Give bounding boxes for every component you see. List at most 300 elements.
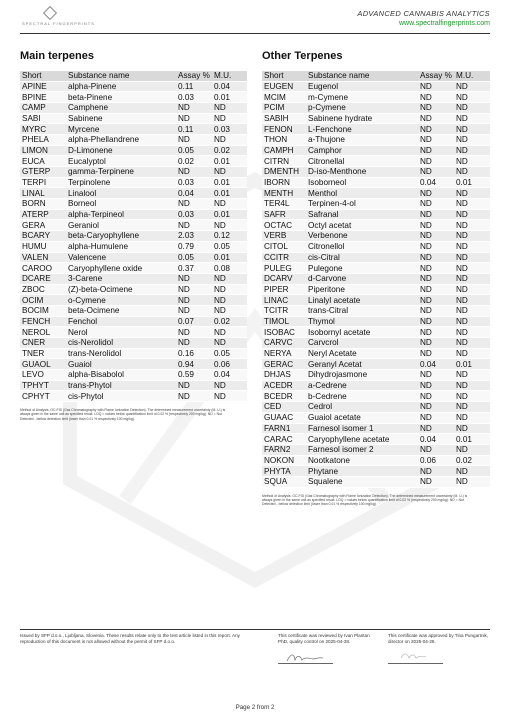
column-header-assay: Assay % (176, 71, 212, 81)
cell-mu: 0.01 (212, 252, 247, 263)
cell-mu: ND (454, 220, 490, 231)
table-row (262, 295, 490, 306)
cell-mu: ND (212, 199, 247, 210)
cell-assay: ND (418, 241, 454, 252)
cell-short: SQUA (262, 476, 306, 487)
cell-short: SABI (20, 113, 66, 124)
column-header-substance: Substance name (66, 71, 176, 81)
cell-mu: ND (454, 338, 490, 349)
cell-short: IBORN (262, 177, 306, 188)
cell-assay: 0.11 (176, 124, 212, 135)
table-row (262, 177, 490, 188)
cell-mu: ND (212, 113, 247, 124)
cell-substance: m-Cymene (306, 92, 418, 103)
cell-mu: ND (454, 241, 490, 252)
cell-assay: 0.03 (176, 92, 212, 103)
cell-substance: Terpinolene (66, 177, 176, 188)
cell-mu: ND (212, 134, 247, 145)
cell-mu: ND (454, 102, 490, 113)
cell-short: FENON (262, 124, 306, 135)
table-row (20, 273, 247, 284)
cell-assay: ND (418, 348, 454, 359)
other-terpenes-table (262, 71, 490, 488)
cell-short: HUMU (20, 241, 66, 252)
cell-substance: Citronellol (306, 241, 418, 252)
cell-short: TNER (20, 348, 66, 359)
cell-substance: Eucalyptol (66, 156, 176, 167)
cell-substance: Cedrol (306, 402, 418, 413)
cell-short: CCITR (262, 252, 306, 263)
cell-mu: ND (212, 284, 247, 295)
cell-substance: beta-Ocimene (66, 305, 176, 316)
table-row (262, 423, 490, 434)
cell-assay: ND (418, 81, 454, 92)
header-divider (20, 33, 490, 34)
cell-substance: beta-Caryophyllene (66, 231, 176, 242)
table-header-row (20, 71, 247, 81)
cell-short: NERYA (262, 348, 306, 359)
cell-mu: 0.01 (212, 156, 247, 167)
cell-short: BORN (20, 199, 66, 210)
cell-substance: Octyl acetat (306, 220, 418, 231)
column-header-substance: Substance name (306, 71, 418, 81)
table-header-row (262, 71, 490, 81)
cell-short: BCEDR (262, 391, 306, 402)
cell-mu: ND (212, 102, 247, 113)
cell-short: SAFR (262, 209, 306, 220)
cell-mu: ND (212, 391, 247, 402)
table-row (20, 252, 247, 263)
cell-mu: ND (212, 167, 247, 178)
cell-substance: b-Cedrene (306, 391, 418, 402)
cell-substance: alpha-Phellandrene (66, 134, 176, 145)
cell-substance: alpha-Humulene (66, 241, 176, 252)
cell-short: LINAL (20, 188, 66, 199)
table-row (262, 370, 490, 381)
cell-short: BPINE (20, 92, 66, 103)
cell-assay: ND (418, 295, 454, 306)
cell-short: OCIM (20, 295, 66, 306)
cell-substance: Neryl Acetate (306, 348, 418, 359)
table-row (20, 209, 247, 220)
cell-short: LINAC (262, 295, 306, 306)
cell-short: DCARV (262, 273, 306, 284)
other-terpenes-rows (262, 81, 490, 487)
table-row (20, 92, 247, 103)
cell-substance: o-Cymene (66, 295, 176, 306)
cell-assay: 0.05 (176, 252, 212, 263)
cell-mu: 0.03 (212, 124, 247, 135)
cell-substance: gamma-Terpinene (66, 167, 176, 178)
cell-short: MYRC (20, 124, 66, 135)
table-row (262, 81, 490, 92)
table-row (262, 241, 490, 252)
table-row (20, 113, 247, 124)
main-terpenes-rows (20, 81, 247, 402)
cell-assay: ND (418, 476, 454, 487)
cell-short: CPHYT (20, 391, 66, 402)
column-header-mu: M.U. (454, 71, 490, 81)
cell-mu: ND (454, 199, 490, 210)
cell-assay: 0.07 (176, 316, 212, 327)
cell-short: MCIM (262, 92, 306, 103)
cell-assay: 2.03 (176, 231, 212, 242)
table-row (262, 252, 490, 263)
cell-substance: Eugenol (306, 81, 418, 92)
table-row (262, 348, 490, 359)
table-row (262, 444, 490, 455)
table-row (262, 124, 490, 135)
cell-assay: 0.79 (176, 241, 212, 252)
cell-assay: ND (418, 338, 454, 349)
cell-short: CARAC (262, 434, 306, 445)
cell-mu: 0.02 (212, 316, 247, 327)
cell-assay: 0.16 (176, 348, 212, 359)
cell-mu: ND (454, 476, 490, 487)
cell-assay: ND (176, 220, 212, 231)
cell-assay: ND (418, 370, 454, 381)
table-row (262, 305, 490, 316)
cell-substance: Guaiol acetate (306, 412, 418, 423)
cell-mu: ND (454, 348, 490, 359)
table-row (20, 199, 247, 210)
cell-mu: 0.12 (212, 231, 247, 242)
cell-assay: ND (176, 113, 212, 124)
cell-mu: 0.05 (212, 348, 247, 359)
table-row (262, 209, 490, 220)
cell-short: PHYTA (262, 466, 306, 477)
cell-mu: ND (454, 423, 490, 434)
cell-assay: ND (418, 188, 454, 199)
table-row (262, 102, 490, 113)
cell-mu: ND (454, 188, 490, 199)
footer-divider (20, 629, 490, 630)
cell-mu: ND (212, 338, 247, 349)
cell-short: TPHYT (20, 380, 66, 391)
cell-substance: Sabinene hydrate (306, 113, 418, 124)
cell-mu: ND (454, 124, 490, 135)
cell-short: CED (262, 402, 306, 413)
cell-substance: cis-Nerolidol (66, 338, 176, 349)
cell-mu: 0.04 (212, 81, 247, 92)
cell-short: CITRN (262, 156, 306, 167)
cell-assay: ND (418, 102, 454, 113)
cell-mu: ND (454, 305, 490, 316)
cell-assay: 0.04 (418, 177, 454, 188)
cell-substance: Farnesol isomer 1 (306, 423, 418, 434)
cell-substance: Valencene (66, 252, 176, 263)
cell-mu: ND (454, 412, 490, 423)
cell-mu: ND (212, 220, 247, 231)
table-row (262, 359, 490, 370)
table-row (262, 434, 490, 445)
cell-mu: ND (454, 156, 490, 167)
cell-mu: ND (454, 316, 490, 327)
cell-short: PIPER (262, 284, 306, 295)
cell-mu: 0.01 (212, 177, 247, 188)
cell-mu: ND (454, 370, 490, 381)
cell-mu: ND (212, 273, 247, 284)
table-row (20, 231, 247, 242)
cell-mu: 0.01 (454, 359, 490, 370)
table-row (262, 220, 490, 231)
table-row (20, 370, 247, 381)
cell-substance: Nerol (66, 327, 176, 338)
table-row (20, 134, 247, 145)
cell-short: GERA (20, 220, 66, 231)
cell-short: ATERP (20, 209, 66, 220)
table-row (262, 92, 490, 103)
table-row (20, 241, 247, 252)
cell-assay: ND (418, 284, 454, 295)
cell-assay: 0.05 (176, 145, 212, 156)
cell-short: PULEG (262, 263, 306, 274)
cell-assay: ND (176, 327, 212, 338)
table-row (262, 199, 490, 210)
cell-short: CAROO (20, 263, 66, 274)
cell-assay: 0.03 (176, 209, 212, 220)
cell-mu: ND (454, 284, 490, 295)
cell-short: APINE (20, 81, 66, 92)
cell-assay: 0.94 (176, 359, 212, 370)
method-note: Method of Analysis: GC-FID (Gas Chromatography with Flame Ionization Detection). The determined measurement uncertainty (M. U.) is always given in the same unit as specified result. LOQ = values below quantification limit of 0.02 % (respectively 200 mg/kg). ND = Not Detected - bellow detection limit (lower than 0.01 % respectively 100 mg/kg). (20, 408, 226, 421)
table-row (20, 348, 247, 359)
cell-short: BOCIM (20, 305, 66, 316)
cell-substance: d-Carvone (306, 273, 418, 284)
reviewer-signature-line (278, 663, 333, 664)
cell-substance: Terpinen-4-ol (306, 199, 418, 210)
cell-mu: ND (454, 444, 490, 455)
cell-substance: Linalool (66, 188, 176, 199)
cell-substance: Isobornyl acetate (306, 327, 418, 338)
table-row (262, 327, 490, 338)
cell-assay: ND (418, 444, 454, 455)
table-row (262, 145, 490, 156)
issuer-statement: Issued by SFP d.o.o., Ljubljana, Slovenia. These results relate only to the test article listed in this report. Any reproduction of this document is not allowed without the permit of SFP d.o.o. (20, 633, 240, 644)
cell-assay: ND (418, 305, 454, 316)
cell-assay: ND (176, 273, 212, 284)
cell-substance: alpha-Bisabolol (66, 370, 176, 381)
cell-mu: ND (454, 81, 490, 92)
cell-substance: trans-Citral (306, 305, 418, 316)
column-header-short: Short (262, 71, 306, 81)
cell-short: NEROL (20, 327, 66, 338)
cell-short: THON (262, 134, 306, 145)
cell-assay: ND (418, 423, 454, 434)
main-terpenes-table (20, 71, 247, 402)
cell-short: BCARY (20, 231, 66, 242)
cell-assay: ND (418, 145, 454, 156)
table-row (20, 220, 247, 231)
cell-short: TERPI (20, 177, 66, 188)
table-row (262, 156, 490, 167)
table-row (262, 338, 490, 349)
cell-mu: ND (454, 231, 490, 242)
cell-substance: Myrcene (66, 124, 176, 135)
cell-mu: ND (454, 391, 490, 402)
cell-assay: ND (418, 167, 454, 178)
cell-assay: ND (418, 316, 454, 327)
cell-substance: (Z)-beta-Ocimene (66, 284, 176, 295)
logo-text: SPECTRAL FINGERPRINTS (22, 21, 95, 26)
cell-substance: Camphor (306, 145, 418, 156)
cell-assay: ND (176, 167, 212, 178)
table-row (20, 380, 247, 391)
cell-substance: Isoborneol (306, 177, 418, 188)
cell-short: PCIM (262, 102, 306, 113)
table-row (262, 455, 490, 466)
cell-mu: ND (454, 295, 490, 306)
table-row (262, 167, 490, 178)
table-row (20, 188, 247, 199)
table-row (262, 466, 490, 477)
table-row (20, 81, 247, 92)
table-row (20, 327, 247, 338)
table-row (262, 316, 490, 327)
table-row (262, 402, 490, 413)
cell-short: TCITR (262, 305, 306, 316)
cell-short: DHJAS (262, 370, 306, 381)
cell-mu: ND (212, 305, 247, 316)
cell-assay: ND (418, 380, 454, 391)
cell-mu: ND (454, 402, 490, 413)
cell-assay: ND (418, 156, 454, 167)
brand-tagline: ADVANCED CANNABIS ANALYTICS (357, 9, 490, 18)
cell-substance: trans-Nerolidol (66, 348, 176, 359)
cell-substance: a-Thujone (306, 134, 418, 145)
table-row (262, 284, 490, 295)
cell-substance: Borneol (66, 199, 176, 210)
cell-assay: ND (418, 231, 454, 242)
cell-assay: 0.04 (418, 434, 454, 445)
column-header-short: Short (20, 71, 66, 81)
cell-short: CARVC (262, 338, 306, 349)
cell-mu: ND (454, 134, 490, 145)
cell-short: DCARE (20, 273, 66, 284)
cell-short: OCTAC (262, 220, 306, 231)
cell-assay: ND (418, 263, 454, 274)
cell-substance: Dihydrojasmone (306, 370, 418, 381)
table-row (262, 134, 490, 145)
cell-substance: Geraniol (66, 220, 176, 231)
table-row (20, 167, 247, 178)
cell-substance: Nootkatone (306, 455, 418, 466)
cell-mu: 0.01 (454, 434, 490, 445)
cell-substance: p-Cymene (306, 102, 418, 113)
cell-short: GERAC (262, 359, 306, 370)
cell-assay: ND (418, 402, 454, 413)
table-row (20, 295, 247, 306)
cell-substance: Farnesol isomer 2 (306, 444, 418, 455)
table-row (262, 476, 490, 487)
cell-assay: ND (418, 199, 454, 210)
cell-short: CAMP (20, 102, 66, 113)
cell-assay: ND (418, 273, 454, 284)
cell-mu: ND (454, 145, 490, 156)
cell-assay: 0.37 (176, 263, 212, 274)
table-row (20, 156, 247, 167)
approver-signature-line (388, 663, 443, 664)
cell-substance: Piperitone (306, 284, 418, 295)
cell-mu: 0.01 (454, 177, 490, 188)
cell-substance: Camphene (66, 102, 176, 113)
cell-substance: a-Cedrene (306, 380, 418, 391)
cell-mu: 0.05 (212, 241, 247, 252)
main-terpenes-title: Main terpenes (20, 50, 94, 62)
cell-substance: Safranal (306, 209, 418, 220)
table-row (20, 177, 247, 188)
cell-short: MENTH (262, 188, 306, 199)
cell-mu: ND (454, 380, 490, 391)
cell-short: ISOBAC (262, 327, 306, 338)
cell-substance: Caryophyllene oxide (66, 263, 176, 274)
cell-mu: 0.01 (212, 92, 247, 103)
cell-assay: ND (418, 209, 454, 220)
cell-short: SABIH (262, 113, 306, 124)
cell-short: ACEDR (262, 380, 306, 391)
approver-signature-icon (398, 650, 428, 662)
cell-substance: cis-Citral (306, 252, 418, 263)
website-link[interactable]: www.spectralfingerprints.com (398, 20, 490, 27)
cell-substance: Linalyl acetate (306, 295, 418, 306)
cell-short: FARN1 (262, 423, 306, 434)
column-header-mu: M.U. (212, 71, 247, 81)
cell-substance: cis-Phytol (66, 391, 176, 402)
table-row (20, 263, 247, 274)
cell-mu: ND (454, 113, 490, 124)
cell-assay: 0.04 (176, 188, 212, 199)
cell-short: CNER (20, 338, 66, 349)
table-row (20, 284, 247, 295)
cell-assay: ND (418, 92, 454, 103)
cell-substance: D-iso-Menthone (306, 167, 418, 178)
cell-substance: Fenchol (66, 316, 176, 327)
cell-assay: ND (418, 124, 454, 135)
table-row (20, 305, 247, 316)
cell-assay: 0.03 (176, 177, 212, 188)
table-row (20, 102, 247, 113)
cell-assay: ND (418, 252, 454, 263)
cell-mu: ND (212, 380, 247, 391)
cell-short: LEVO (20, 370, 66, 381)
cell-mu: ND (212, 327, 247, 338)
cell-mu: 0.01 (212, 188, 247, 199)
cell-assay: 0.11 (176, 81, 212, 92)
cell-substance: Geranyl Acetat (306, 359, 418, 370)
table-row (20, 124, 247, 135)
table-row (262, 380, 490, 391)
table-row (262, 188, 490, 199)
cell-mu: ND (454, 327, 490, 338)
other-terpenes-section (262, 50, 490, 506)
company-logo (22, 8, 102, 26)
cell-substance: Citronellal (306, 156, 418, 167)
cell-assay: ND (418, 134, 454, 145)
cell-assay: ND (418, 412, 454, 423)
cell-assay: ND (176, 380, 212, 391)
cell-substance: Caryophyllene acetate (306, 434, 418, 445)
cell-short: LIMON (20, 145, 66, 156)
cell-mu: 0.02 (454, 455, 490, 466)
cell-short: EUGEN (262, 81, 306, 92)
cell-mu: ND (454, 466, 490, 477)
cell-mu: ND (454, 209, 490, 220)
cell-mu: 0.08 (212, 263, 247, 274)
cell-assay: ND (176, 102, 212, 113)
cell-short: CITOL (262, 241, 306, 252)
table-row (20, 316, 247, 327)
cell-assay: ND (418, 391, 454, 402)
